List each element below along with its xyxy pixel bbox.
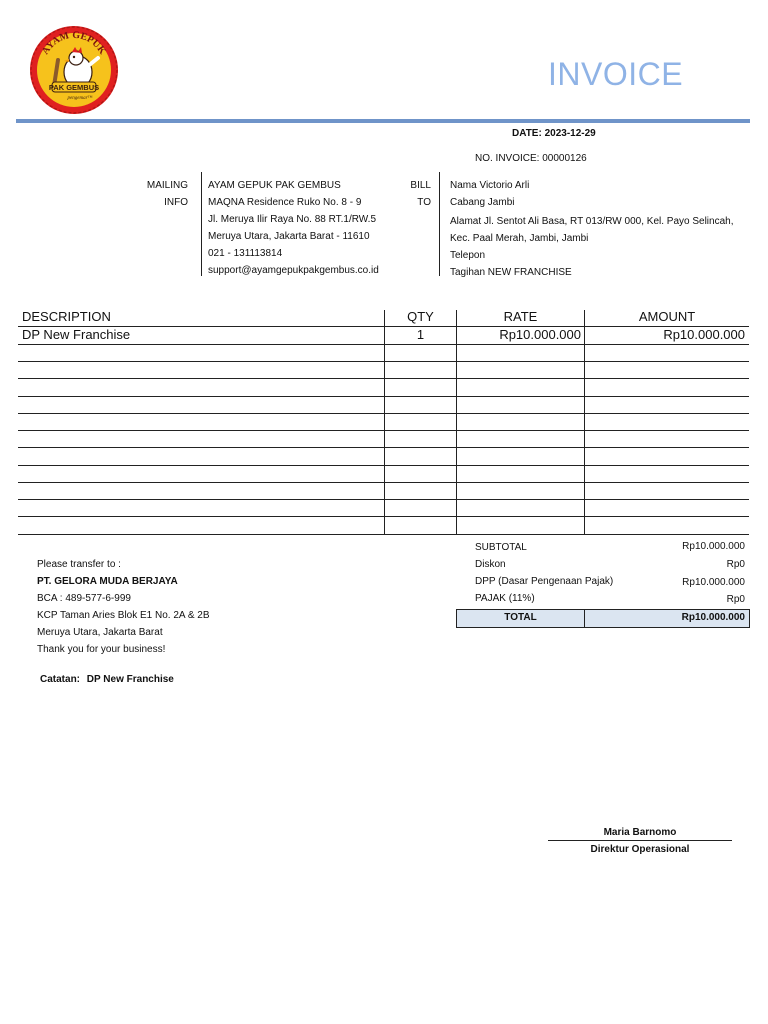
item-description: DP New Franchise — [22, 327, 131, 342]
tax-value: Rp0 — [726, 594, 745, 605]
invoice-number-value: 00000126 — [542, 153, 587, 164]
column-header-description: DESCRIPTION — [22, 309, 111, 324]
mailing-line: Meruya Utara, Jakarta Barat - 11610 — [208, 231, 370, 242]
bill-to-line: Telepon — [450, 250, 486, 261]
bill-to-line: Cabang Jambi — [450, 197, 515, 208]
payment-intro: Please transfer to : — [37, 559, 121, 570]
signature-line — [548, 840, 732, 841]
bill-to-label-line2: TO — [417, 197, 431, 208]
note-row — [40, 674, 174, 686]
invoice-title: INVOICE — [548, 56, 684, 92]
total-value: Rp10.000.000 — [681, 612, 745, 623]
note-label: Catatan: — [40, 674, 81, 685]
payment-info — [37, 559, 210, 661]
logo-brand-text: AYAM GEPUK — [39, 29, 108, 57]
logo-name-text: PAK GEMBUS — [48, 83, 100, 92]
bill-to-line: Alamat Jl. Sentot Ali Basa, RT 013/RW 000, Kel. Payo Selincah, — [450, 216, 734, 227]
column-rule — [384, 310, 385, 534]
bank-city: Meruya Utara, Jakarta Barat — [37, 627, 163, 638]
mailing-line: AYAM GEPUK PAK GEMBUS — [208, 180, 341, 191]
date-label: DATE: — [512, 128, 542, 139]
mailing-line: MAQNA Residence Ruko No. 8 - 9 — [208, 197, 362, 208]
tax-label: PAJAK (11%) — [475, 593, 535, 604]
signatory-name: Maria Barnomo — [603, 827, 677, 838]
column-header-qty: QTY — [407, 309, 434, 324]
item-rate: Rp10.000.000 — [499, 327, 581, 342]
column-rule — [456, 310, 457, 534]
dpp-label: DPP (Dasar Pengenaan Pajak) — [475, 576, 614, 587]
total-label: TOTAL — [504, 612, 537, 623]
total-row-divider — [584, 609, 585, 627]
bill-to-line: Tagihan NEW FRANCHISE — [450, 267, 572, 278]
discount-value: Rp0 — [726, 559, 745, 570]
note-value: DP New Franchise — [86, 674, 174, 685]
totals-values — [586, 541, 745, 611]
bank-branch: KCP Taman Aries Blok E1 No. 2A & 2B — [37, 610, 210, 621]
column-header-amount: AMOUNT — [638, 309, 696, 324]
discount-label: Diskon — [475, 559, 506, 570]
table-rule — [18, 534, 749, 535]
invoice-number-label: NO. INVOICE: — [475, 153, 540, 164]
mailing-label-line2: INFO — [164, 197, 188, 208]
bill-to-line: Kec. Paal Merah, Jambi, Jambi — [450, 233, 589, 244]
item-amount: Rp10.000.000 — [663, 327, 745, 342]
date-value: 2023-12-29 — [544, 128, 596, 139]
mailing-line: 021 - 131113814 — [208, 248, 283, 259]
bank-account: BCA : 489-577-6-999 — [37, 593, 131, 604]
dpp-value: Rp10.000.000 — [682, 577, 745, 588]
logo-tagline: pengemar™ — [67, 96, 93, 101]
subtotal-label: SUBTOTAL — [475, 542, 527, 553]
item-qty: 1 — [416, 327, 425, 342]
mailing-email: support@ayamgepukpakgembus.co.id — [208, 265, 379, 276]
column-header-rate: RATE — [503, 309, 538, 324]
mailing-label-line1: MAILING — [146, 180, 188, 191]
bill-to-line: Nama Victorio Arli — [450, 180, 530, 191]
column-rule — [584, 310, 585, 534]
thank-you-text: Thank you for your business! — [37, 644, 166, 655]
bill-to-label-line1: BILL — [410, 180, 431, 191]
signatory-position: Direktur Operasional — [590, 844, 690, 855]
subtotal-value: Rp10.000.000 — [682, 541, 745, 552]
payee-company: PT. GELORA MUDA BERJAYA — [37, 576, 178, 587]
mailing-line: Jl. Meruya Ilir Raya No. 88 RT.1/RW.5 — [208, 214, 377, 225]
